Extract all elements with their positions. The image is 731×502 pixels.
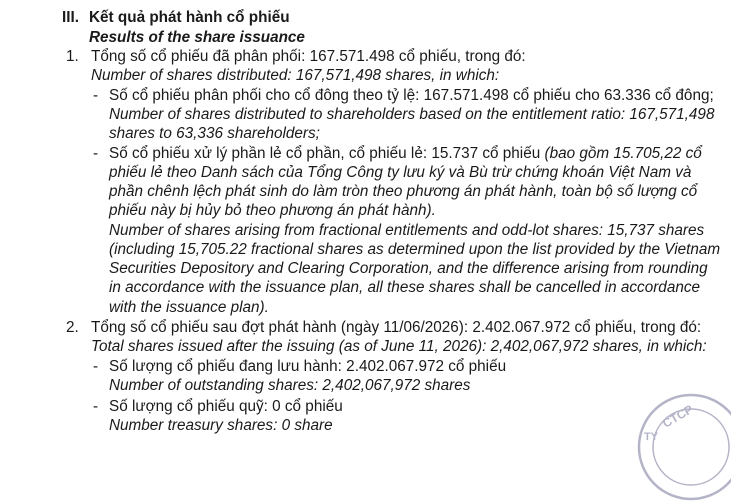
subitem-2-1-text: Số lượng cổ phiếu đang lưu hành: 2.402.067.972 cổ phiếu: [109, 358, 507, 375]
subitem-1-2-text-en-4: in accordance with the issuance plan, all these shares shall be cancelled in accordance: [109, 279, 700, 296]
subitem-2-1-text-en: Number of outstanding shares: 2,402,067,972 shares: [109, 377, 471, 394]
subitem-1-2-text-2: phần chênh lệch phát sinh do làm tròn theo phương án phát hành, toàn bộ số lượng cổ: [109, 183, 698, 200]
subitem-2-2-text-en: Number treasury shares: 0 share: [109, 417, 333, 434]
company-stamp-icon: [636, 392, 731, 502]
item-1-text: Tổng số cổ phiếu đã phân phối: 167.571.498 cổ phiếu, trong đó:: [91, 48, 526, 65]
item-1-text-en: Number of shares distributed: 167,571,498 shares, in which:: [91, 67, 500, 84]
subitem-1-2-text-en-2: (including 15,705.22 fractional shares as determined upon the list provided by the Vietnam: [109, 241, 721, 258]
item-2-text-en: Total shares issued after the issuing (as of June 11, 2026): 2,402,067,972 shares, in which:: [91, 338, 707, 355]
item-2-text: Tổng số cổ phiếu sau đợt phát hành (ngày 11/06/2026): 2.402.067.972 cổ phiếu, trong đó:: [91, 319, 702, 336]
subitem-1-2-text-en-3: Securities Depository and Clearing Corporation, and the difference arising from rounding: [109, 260, 708, 277]
subitem-1-1-text-en-2: shares to 63,336 shareholders;: [109, 125, 320, 142]
subitem-marker: -: [93, 398, 99, 415]
stamp-text: CTCP: [660, 402, 696, 431]
section-title: Kết quả phát hành cổ phiếu: [89, 9, 290, 26]
subitem-1-2-text-en-1: Number of shares arising from fractional entitlements and odd-lot shares: 15,737 shares: [109, 222, 705, 239]
subitem-2-2-text: Số lượng cổ phiếu quỹ: 0 cổ phiếu: [109, 398, 343, 415]
subitem-marker: -: [93, 87, 99, 104]
subitem-1-1-text-en-1: Number of shares distributed to shareholders based on the entitlement ratio: 167,571,498: [109, 106, 715, 123]
section-numeral: III.: [62, 9, 79, 26]
section-title-en: Results of the share issuance: [89, 29, 305, 46]
subitem-1-2-text-1: phiếu lẻ theo Danh sách của Tổng Công ty lưu ký và Bù trừ chứng khoán Việt Nam và: [109, 164, 692, 181]
subitem-marker: -: [93, 145, 99, 162]
item-1-number: 1.: [66, 48, 79, 65]
subitem-1-2-text-en-5: with the issuance plan).: [109, 299, 269, 316]
subitem-1-2-lead: Số cổ phiếu xử lý phần lẻ cổ phần, cổ phiếu lẻ: 15.737 cổ phiếu (bao gồm 15.705,22 cổ: [109, 145, 702, 162]
item-2-number: 2.: [66, 319, 79, 336]
subitem-1-1-text: Số cổ phiếu phân phối cho cổ đông theo tỷ lệ: 167.571.498 cổ phiếu cho 63.336 cổ đông;: [109, 87, 714, 104]
svg-text:TY: TY: [644, 431, 659, 443]
subitem-1-2-text-3: phiếu này bị hủy bỏ theo phương án phát hành).: [109, 202, 436, 219]
subitem-marker: -: [93, 358, 99, 375]
